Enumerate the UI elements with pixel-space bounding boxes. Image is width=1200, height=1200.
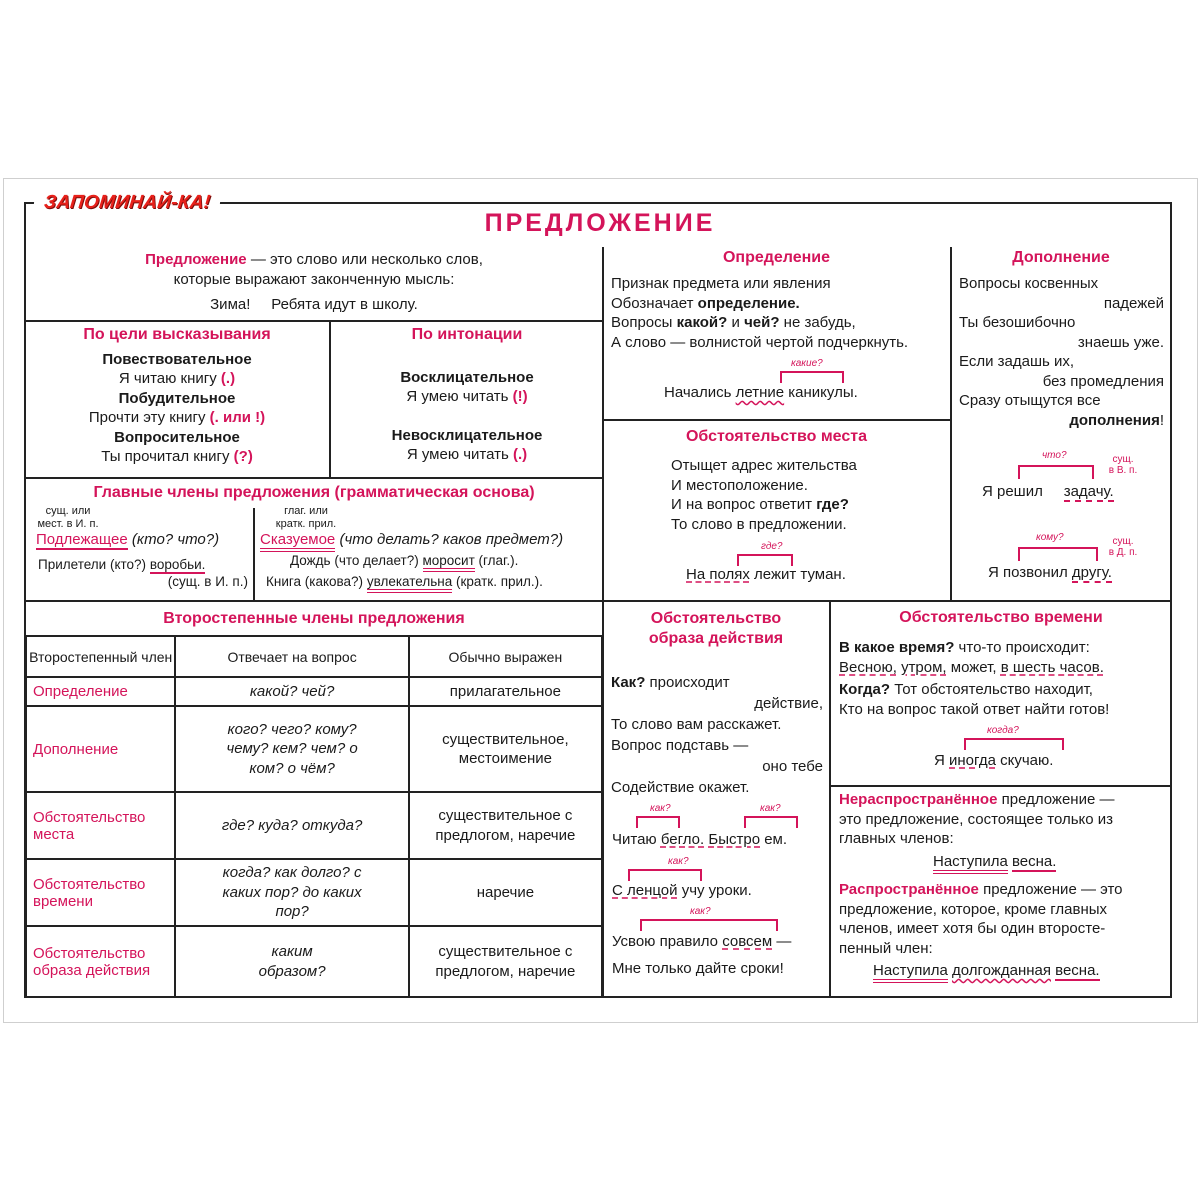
example-part: Начались xyxy=(664,384,732,401)
definition-text: предложение, которое, кроме главных xyxy=(839,900,1108,918)
divider xyxy=(830,785,1171,787)
note-text xyxy=(1098,454,1148,476)
attribute-word: летние xyxy=(735,384,785,401)
note-line: в В. п. xyxy=(1108,465,1138,476)
example-text: Ты прочитал книгу xyxy=(101,448,230,465)
question-text: (что делать? каков предмет?) xyxy=(339,531,564,548)
example-sentence xyxy=(612,932,791,952)
note-line: сущ. или xyxy=(45,505,91,517)
example-text xyxy=(38,555,205,574)
note-text: (сущ. в И. п.) xyxy=(167,574,248,589)
question-arrow xyxy=(744,816,798,828)
definition-text: предложение — xyxy=(997,791,1115,808)
section-heading: Главные члены предложения (грамматическая основа) xyxy=(93,484,535,501)
object-verse xyxy=(959,274,1164,430)
adverbial-word: На полях xyxy=(686,566,750,583)
verse-part: какой? xyxy=(676,314,728,331)
predicate-word: моросит xyxy=(423,553,475,572)
verse-part: Тот обстоятельство находит, xyxy=(894,681,1093,698)
adverbial-word: в шесть часов. xyxy=(1000,658,1104,676)
note-line: кратк. прил. xyxy=(275,518,337,530)
adverbial-word: Быстро xyxy=(708,831,761,848)
verse-line: Сразу отыщутся все xyxy=(959,392,1101,409)
section-heading: Обстоятельство времени xyxy=(899,609,1103,626)
verse-line: А слово — волнистой чертой подчеркнуть. xyxy=(611,333,909,351)
verse-part: дополнения xyxy=(1069,411,1160,429)
predicate-term: Сказуемое xyxy=(260,531,335,552)
question-label: как? xyxy=(760,803,781,814)
question-label: где? xyxy=(761,541,783,552)
verse-part: не забудь, xyxy=(783,314,856,331)
member-name: Обстоятельство образа действия xyxy=(26,926,175,997)
verse-line: Содействие окажет. xyxy=(611,779,750,796)
heading-line: образа действия xyxy=(648,630,784,647)
subject-term: Подлежащее xyxy=(36,531,128,548)
table-row xyxy=(26,926,602,997)
note-line: в Д. п. xyxy=(1108,547,1138,558)
member-questions: какой? чей? xyxy=(175,677,408,706)
verse-line: без промедления xyxy=(1042,372,1164,390)
example-text: Я умею читать xyxy=(406,388,509,405)
type-name: Восклицательное xyxy=(400,368,534,386)
punctuation-mark: (?) xyxy=(233,448,253,465)
question-arrow xyxy=(1018,465,1094,479)
section-heading: Дополнение xyxy=(1012,249,1110,266)
secondary-members-table xyxy=(25,635,603,998)
verse-line: оно тебе xyxy=(762,758,823,775)
member-expressed: наречие xyxy=(409,859,602,926)
example-sentence xyxy=(982,482,1114,502)
question-label: как? xyxy=(668,856,689,867)
predicate-word: увлекательна xyxy=(367,574,452,593)
example-part: (глаг.). xyxy=(478,553,519,568)
table-header: Обычно выражен xyxy=(409,636,602,677)
punctuation-mark: (!) xyxy=(512,388,528,405)
example-part: Прилетели (кто?) xyxy=(38,557,147,572)
page-title: ПРЕДЛОЖЕНИЕ xyxy=(484,209,716,237)
member-expressed: существительное с предлогом, наречие xyxy=(409,792,602,859)
example-part: Усвою правило xyxy=(612,933,719,950)
member-name: Обстоятельство времени xyxy=(26,859,175,926)
table-row xyxy=(26,636,602,677)
question-label: какие? xyxy=(791,358,823,369)
table-row xyxy=(26,706,602,792)
example-sentence xyxy=(988,563,1112,583)
member-name: Обстоятельство места xyxy=(26,792,175,859)
verse-part: Обозначает xyxy=(611,294,694,312)
member-questions: когда? как долго? с каких пор? до каких пор? xyxy=(175,859,408,926)
divider xyxy=(950,247,952,600)
adverbial-word: С ленцой xyxy=(612,882,678,899)
question-arrow xyxy=(628,869,702,881)
heading-line: Обстоятельство xyxy=(650,610,782,627)
predicate-line xyxy=(260,530,563,550)
punctuation-mark: (.) xyxy=(220,370,236,387)
section-heading: Обстоятельство места xyxy=(685,428,867,445)
punctuation-mark: (.) xyxy=(513,446,528,463)
divider xyxy=(25,320,603,322)
term-name: Нераспространённое xyxy=(839,791,998,808)
verse-part: определение. xyxy=(697,294,800,312)
definition-block xyxy=(25,250,603,315)
type-name: Вопросительное xyxy=(114,428,240,446)
example-part: Книга (какова?) xyxy=(266,574,364,589)
question-arrow xyxy=(964,738,1064,750)
note-text xyxy=(28,505,108,531)
question-arrow xyxy=(1018,547,1098,561)
definition-text: это предложение, состоящее только из xyxy=(839,810,1114,828)
example-text: Прочти эту книгу xyxy=(88,409,206,426)
adverbial-word: утром, xyxy=(901,658,947,676)
verse-line: падежей xyxy=(1103,294,1164,312)
table-row xyxy=(26,792,602,859)
example-sentence xyxy=(612,881,752,901)
example-text: Ребята идут в школу. xyxy=(271,296,418,313)
divider xyxy=(25,246,1171,247)
definition-text: которые выражают законченную мысль: xyxy=(173,270,455,288)
verse-line: То слово вам расскажет. xyxy=(611,716,782,733)
adverbial-word: Весною, xyxy=(839,658,897,676)
example-part: Я решил xyxy=(982,483,1043,500)
example-part: каникулы. xyxy=(788,384,858,401)
question-arrow xyxy=(780,371,844,383)
question-label: кому? xyxy=(1036,532,1064,543)
definition-text: пенный член: xyxy=(839,939,933,957)
adverbial-word: бегло. xyxy=(660,831,705,848)
place-verse xyxy=(671,456,946,534)
example-part: (кратк. прил.). xyxy=(455,574,543,589)
example-sentence xyxy=(934,751,1053,771)
note-line: сущ. xyxy=(1112,536,1134,547)
verse-part: и xyxy=(731,314,740,331)
example-part: скучаю. xyxy=(1000,752,1054,769)
object-word: задачу. xyxy=(1063,483,1114,500)
example-text: Я умею читать xyxy=(406,446,509,463)
section-heading: Определение xyxy=(722,249,831,266)
example-part: учу уроки. xyxy=(681,882,752,899)
member-questions: где? куда? откуда? xyxy=(175,792,408,859)
member-questions: каким образом? xyxy=(175,926,408,997)
example-sentence xyxy=(686,565,846,585)
verse-line: То слово в предложении. xyxy=(671,515,847,533)
verse-line: Вопрос подставь — xyxy=(611,737,749,754)
divider xyxy=(25,600,1171,602)
question-label: как? xyxy=(690,906,711,917)
verse-line: Если задашь их, xyxy=(959,353,1075,370)
section-heading: По цели высказывания xyxy=(83,326,271,343)
question-label: что? xyxy=(1042,450,1067,461)
divider xyxy=(253,508,255,600)
verse-part: что-то происходит: xyxy=(958,639,1090,656)
adverbial-word: совсем xyxy=(722,933,773,950)
verse-part: где? xyxy=(816,496,849,513)
adverbial-word: иногда xyxy=(949,752,996,769)
example-text: Я читаю книгу xyxy=(118,370,217,387)
member-expressed: существительное с предлогом, наречие xyxy=(409,926,602,997)
divider xyxy=(829,600,831,997)
verse-line: Отыщет адрес жительства xyxy=(671,457,857,474)
question-label: когда? xyxy=(987,725,1019,736)
simple-sentence-block xyxy=(839,790,1169,871)
attribute-verse xyxy=(611,274,947,352)
type-name: Невосклицательное xyxy=(391,426,543,444)
verse-part: происходит xyxy=(649,674,730,691)
subject-word: весна. xyxy=(1011,852,1057,870)
subject-line xyxy=(36,530,219,550)
example-part: Дождь (что делает?) xyxy=(290,553,419,568)
example-part: ем. xyxy=(764,831,788,848)
example-part: — xyxy=(776,933,792,950)
note-text xyxy=(266,505,346,531)
section-heading xyxy=(603,609,829,649)
section-heading: Второстепенные члены предложения xyxy=(163,610,465,627)
definition-text: предложение — это xyxy=(978,881,1123,898)
brand-logo: ЗАПОМИНАЙ-КА! xyxy=(32,186,222,220)
question-label: как? xyxy=(650,803,671,814)
member-expressed: существительное, местоимение xyxy=(409,706,602,792)
example-part: Я позвонил xyxy=(988,564,1068,581)
intonation-block xyxy=(331,325,603,465)
predicate-word: Наступила xyxy=(873,962,948,983)
verse-line: Признак предмета или явления xyxy=(611,275,831,292)
member-name: Определение xyxy=(26,677,175,706)
example-text: Зима! xyxy=(210,296,251,313)
note-text xyxy=(1098,536,1148,558)
example-text xyxy=(266,574,543,589)
verse-line: Кто на вопрос такой ответ найти готов! xyxy=(839,700,1110,718)
example-part: Я xyxy=(934,752,945,769)
question-arrow xyxy=(636,816,680,828)
type-name: Побудительное xyxy=(118,389,236,407)
punctuation-mark: (. или !) xyxy=(209,409,266,426)
example-part: лежит туман. xyxy=(754,566,846,583)
verse-line: Вопросы косвенных xyxy=(959,275,1099,292)
definition-term: Предложение xyxy=(145,251,247,268)
attribute-word: долгожданная xyxy=(951,962,1051,979)
verse-part: Когда? xyxy=(839,681,891,698)
example-sentence xyxy=(664,383,858,403)
question-text: (кто? что?) xyxy=(131,531,220,548)
type-name: Повествовательное xyxy=(102,350,252,368)
verse-line: И местоположение. xyxy=(671,476,808,494)
verse-part: чей? xyxy=(744,314,780,331)
goal-block xyxy=(25,325,329,467)
note-line: мест. в И. п. xyxy=(37,518,99,530)
example-sentence: Мне только дайте сроки! xyxy=(612,960,784,977)
member-questions: кого? чего? кому? чему? кем? чем? о ком? о чём? xyxy=(175,706,408,792)
subject-word: весна. xyxy=(1055,962,1100,979)
predicate-word: Наступила xyxy=(933,853,1008,874)
note-line: глаг. или xyxy=(284,505,328,517)
divider xyxy=(603,419,951,421)
verse-part: И на вопрос ответит xyxy=(671,496,813,513)
note-line: сущ. xyxy=(1112,454,1134,465)
member-expressed: прилагательное xyxy=(409,677,602,706)
verse-part: Вопросы xyxy=(611,314,673,331)
extended-sentence-block xyxy=(839,880,1169,981)
divider xyxy=(25,477,603,479)
manner-verse xyxy=(611,672,823,798)
verse-part: Как? xyxy=(611,674,646,691)
example-text xyxy=(290,553,518,568)
object-word: другу. xyxy=(1071,564,1112,581)
verse-part: В какое время? xyxy=(839,639,955,656)
term-name: Распространённое xyxy=(839,881,979,898)
table-row xyxy=(26,859,602,926)
definition-text: главных членов: xyxy=(839,830,954,847)
table-row xyxy=(26,677,602,706)
question-arrow xyxy=(640,919,778,931)
verse-line: действие, xyxy=(754,695,823,712)
example-part: Читаю xyxy=(612,831,657,848)
verse-line: знаешь уже. xyxy=(1077,333,1164,351)
member-name: Дополнение xyxy=(26,706,175,792)
table-header: Второстепенный член xyxy=(26,636,175,677)
definition-text: членов, имеет хотя бы один второсте- xyxy=(839,920,1106,937)
section-heading: По интонации xyxy=(411,326,523,343)
definition-text: — это слово или несколько слов, xyxy=(246,251,483,268)
time-verse xyxy=(839,638,1169,719)
example-sentence xyxy=(612,830,787,850)
verse-part: может, xyxy=(950,658,997,676)
subject-word: воробьи. xyxy=(149,557,206,572)
verse-part: ! xyxy=(1159,411,1164,429)
verse-line: Ты безошибочно xyxy=(959,314,1076,331)
table-header: Отвечает на вопрос xyxy=(175,636,408,677)
